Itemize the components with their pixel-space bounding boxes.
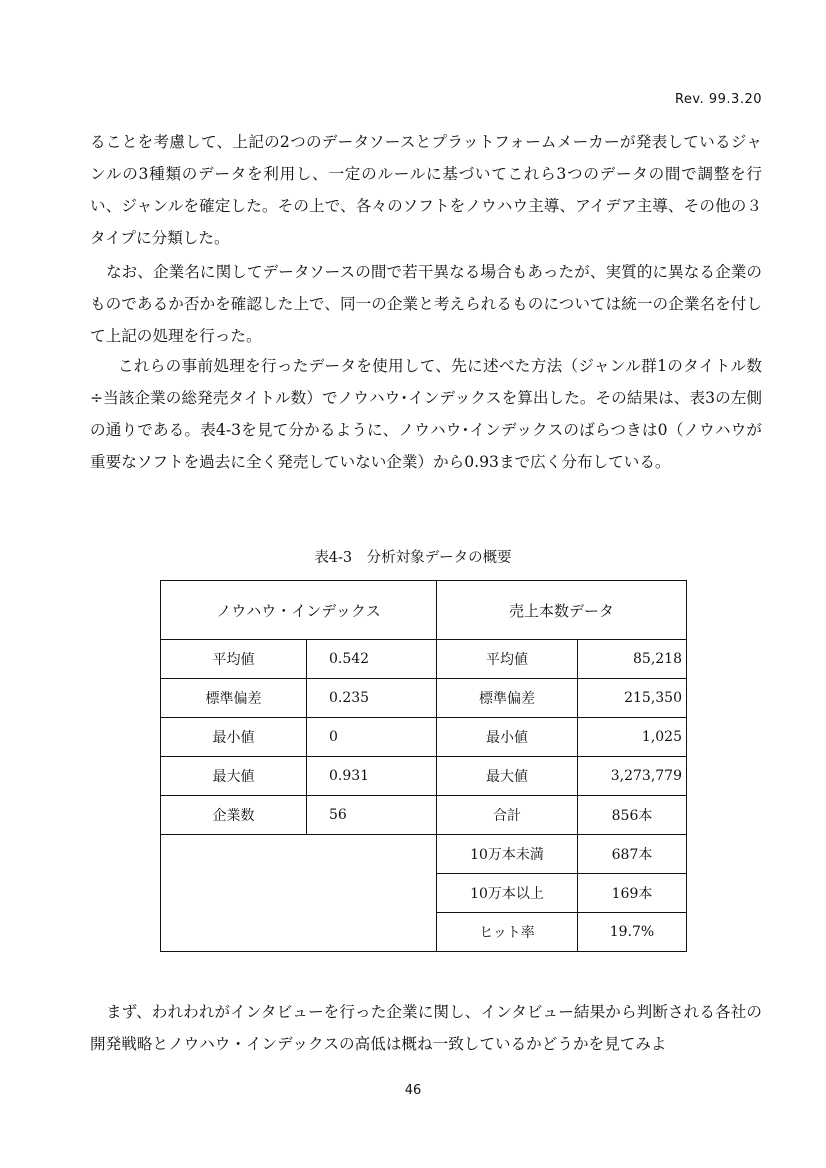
- row-label: 合計: [437, 796, 578, 835]
- row-value: 169本: [578, 874, 687, 913]
- empty-cell: [161, 835, 437, 952]
- row-label: 平均値: [161, 640, 307, 679]
- body-paragraph-2: なお、企業名に関してデータソースの間で若干異なる場合もあったが、実質的に異なる企業のものであるか否かを確認した上で、同一の企業と考えられるものについては統一の企業名を付して上記の処理を行った。: [90, 263, 762, 345]
- table-caption: 表4-3 分析対象データの概要: [314, 550, 512, 566]
- row-label: 企業数: [161, 796, 307, 835]
- row-label: 標準偏差: [161, 679, 307, 718]
- table-row: [161, 718, 687, 757]
- page-number: 46: [404, 1083, 422, 1098]
- table-row: [161, 796, 687, 835]
- row-label: 10万本未満: [437, 835, 578, 874]
- table-row: [161, 679, 687, 718]
- body-paragraph-1: ることを考慮して、上記の2つのデータソースとプラットフォームメーカーが発表しているジャンルの3種類のデータを利用し、一定のルールに基づいてこれら3つのデータの間で調整を行い、ジャンルを確定した。その上で、各々のソフトをノウハウ主導、アイデア主導、その他の３タイプに分類した。: [90, 133, 762, 247]
- body-paragraph-4: まず、われわれがインタビューを行った企業に関し、インタビュー結果から判断される各社の開発戦略とノウハウ・インデックスの高低は概ね一致しているかどうかを見てみよ: [90, 1003, 762, 1053]
- table-row: [161, 640, 687, 679]
- summary-table: [160, 580, 687, 952]
- row-label: 最小値: [161, 718, 307, 757]
- row-value: 85,218: [578, 640, 687, 679]
- row-value: 56: [307, 796, 437, 835]
- right-header-cell: 売上本数データ: [437, 581, 687, 640]
- row-value: 3,273,779: [578, 757, 687, 796]
- row-label: 標準偏差: [437, 679, 578, 718]
- row-value: 0.931: [307, 757, 437, 796]
- row-value: 0.235: [307, 679, 437, 718]
- row-label: 最大値: [437, 757, 578, 796]
- left-header-cell: ノウハウ・インデックス: [161, 581, 437, 640]
- table-row: [161, 835, 687, 874]
- row-value: 19.7%: [578, 913, 687, 952]
- row-value: 0: [307, 718, 437, 757]
- row-label: 最小値: [437, 718, 578, 757]
- row-value: 856本: [578, 796, 687, 835]
- row-value: 687本: [578, 835, 687, 874]
- row-value: 1,025: [578, 718, 687, 757]
- row-value: 0.542: [307, 640, 437, 679]
- body-paragraph-3: これらの事前処理を行ったデータを使用して、先に述べた方法（ジャンル群1のタイトル数÷当該企業の総発売タイトル数）でノウハウ･インデックスを算出した。その結果は、表3の左側の通りである。表4-3を見て分かるように、ノウハウ･インデックスのばらつきは0（ノウハウが重要なソフトを過去に全く発売していない企業）から0.93まで広く分布している。: [90, 357, 762, 471]
- row-label: 最大値: [161, 757, 307, 796]
- row-label: ヒット率: [437, 913, 578, 952]
- row-label: 平均値: [437, 640, 578, 679]
- row-value: 215,350: [578, 679, 687, 718]
- revision-label: Rev. 99.3.20: [674, 92, 762, 107]
- table-header-row: [161, 581, 687, 640]
- row-label: 10万本以上: [437, 874, 578, 913]
- table-row: [161, 757, 687, 796]
